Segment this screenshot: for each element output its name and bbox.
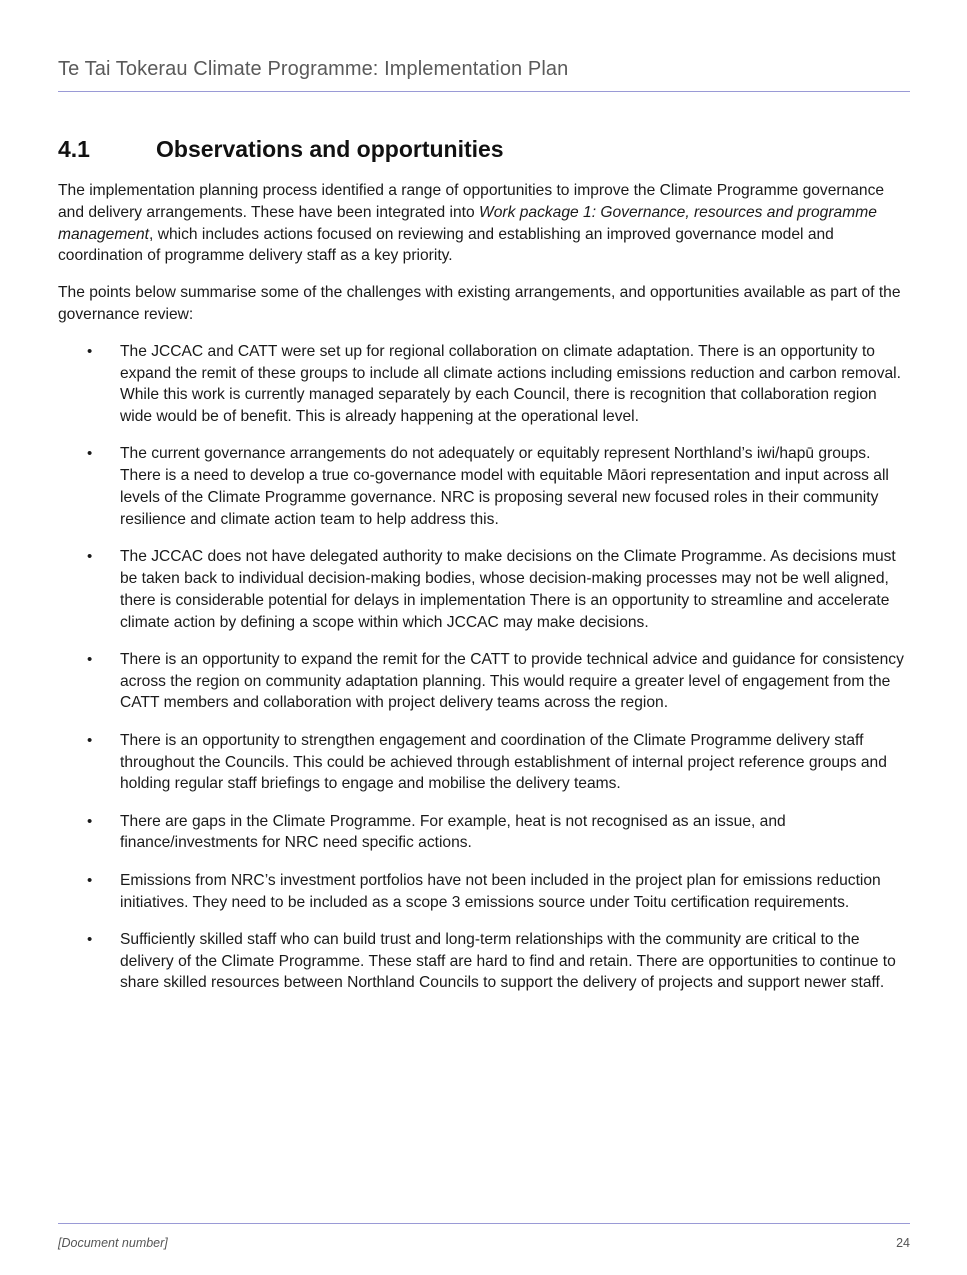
list-item <box>58 443 910 530</box>
intro-text-start: The implementation planning process identified a range of opportunities to improve the Climate Programme governance and delivery arrangements. These have been integrated into <box>58 182 885 221</box>
running-header: Te Tai Tokerau Climate Programme: Implementation Plan <box>58 58 569 80</box>
list-item <box>58 649 910 714</box>
intro-text-end: , which includes actions focused on reviewing and establishing an improved governance model and coordination of programme delivery staff as a key priority. <box>58 225 834 265</box>
summary-paragraph: The points below summarise some of the challenges with existing arrangements, and opportunities available as part of the governance review: <box>58 284 901 323</box>
body-text <box>58 180 910 1010</box>
section-title: Observations and opportunities <box>156 136 504 162</box>
list-item <box>58 341 910 428</box>
footer-divider <box>58 1223 910 1224</box>
list-item-text: The JCCAC does not have delegated authority to make decisions on the Climate Programme. As decisions must be taken back to individual decision-making bodies, whose decision-making processes may not be well aligned, there is considerable potential for delays in implementation There is an opportunity to streamline and accelerate climate action by defining a scope within which JCCAC may make decisions. <box>120 548 896 631</box>
list-item <box>58 730 910 795</box>
bullet-icon: • <box>87 342 93 360</box>
list-item-text: Sufficiently skilled staff who can build trust and long-term relationships with the community are critical to the delivery of the Climate Programme. These staff are hard to find and retain. There are opportunities to continue to share skilled resources between Northland Councils to support the delivery of projects and support newer staff. <box>120 930 896 992</box>
document-number: [Document number] <box>58 1236 168 1250</box>
bullet-icon: • <box>87 650 93 668</box>
bullet-icon: • <box>87 445 93 463</box>
list-item-text: The current governance arrangements do not adequately or equitably represent Northland’s iwi/hapū groups. There is a need to develop a true co-governance model with equitable Māori representation and input across all levels of the Climate Programme governance. NRC is proposing several new focused roles in their community resilience and climate action team to help address this. <box>120 445 889 528</box>
bullet-icon: • <box>87 548 93 566</box>
list-item <box>58 546 910 633</box>
bullet-icon: • <box>87 731 93 749</box>
list-item <box>58 870 910 914</box>
page-number: 24 <box>896 1236 910 1250</box>
list-item-text: There are gaps in the Climate Programme. For example, heat is not recognised as an issue, and finance/investments for NRC need specific actions. <box>120 812 786 852</box>
list-item-text: Emissions from NRC’s investment portfolios have not been included in the project plan for emissions reduction initiatives. They need to be included as a scope 3 emissions source under Toitu certification requirements. <box>120 871 881 911</box>
section-heading <box>58 136 504 163</box>
list-item <box>58 811 910 855</box>
bullet-list <box>58 341 910 994</box>
bullet-icon: • <box>87 930 93 948</box>
list-item-text: There is an opportunity to expand the remit for the CATT to provide technical advice and guidance for consistency across the region on community adaptation planning. This would require a greater level of engagement from the CATT members and collaboration with project delivery teams across the region. <box>120 650 904 712</box>
intro-paragraph <box>58 180 910 267</box>
bullet-icon: • <box>87 871 93 889</box>
list-item-text: There is an opportunity to strengthen engagement and coordination of the Climate Programme delivery staff throughout the Councils. This could be achieved through establishment of internal project reference groups and holding regular staff briefings to engage and mobilise the delivery teams. <box>120 731 887 793</box>
header-divider <box>58 91 910 92</box>
bullet-icon: • <box>87 812 93 830</box>
work-package-reference: Work package 1: Governance, resources and programme management <box>58 203 877 243</box>
list-item <box>58 929 910 994</box>
list-item-text: The JCCAC and CATT were set up for regional collaboration on climate adaptation. There is an opportunity to expand the remit of these groups to include all climate actions including emissions reduction and carbon removal. While this work is currently managed separately by each Council, there is recognition that collaboration region wide would be of benefit. This is already happening at the operational level. <box>120 342 901 426</box>
section-number: 4.1 <box>58 136 90 162</box>
